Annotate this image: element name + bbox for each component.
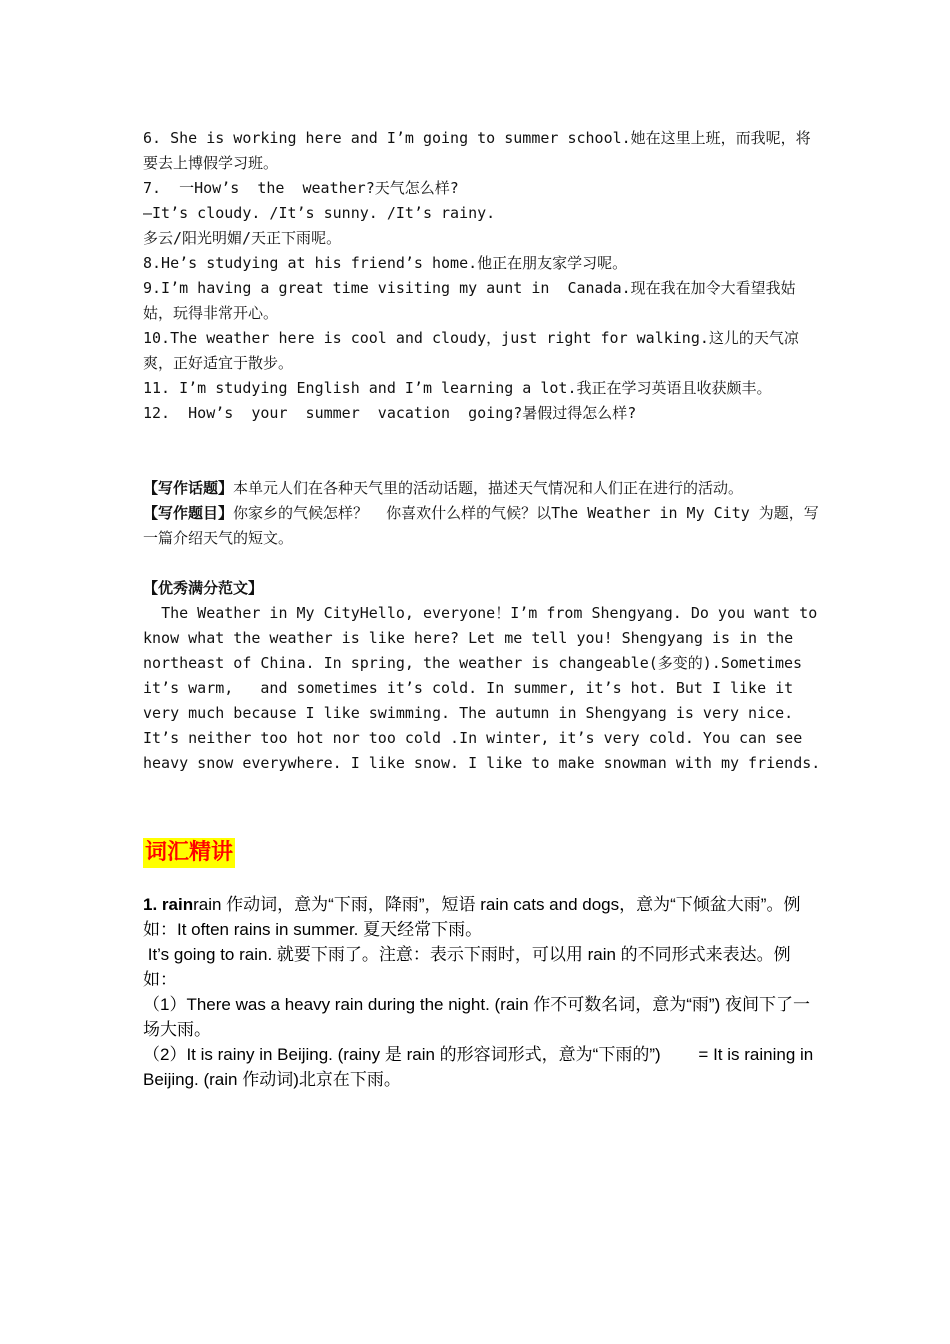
vocab-example-2: （2）It is rainy in Beijing. (rainy 是 rain 的形容词形式，意为“下雨的”) = It is raining in Beijing. (rain 作动词)北京在下雨。 (143, 1045, 818, 1089)
vocab-line-2: It’s going to rain. 就要下雨了。注意：表示下雨时，可以用 rain 的不同形式来表达。例如： (143, 945, 791, 989)
vocab-heading: 词汇精讲 (143, 838, 235, 868)
writing-title-text: 你家乡的气候怎样？ 你喜欢什么样的气候？以The Weather in My City 为题，写一篇介绍天气的短文。 (143, 504, 819, 547)
vocab-section (143, 892, 823, 1092)
writing-section (143, 476, 827, 776)
writing-topic (143, 476, 823, 501)
document-page (143, 126, 827, 1092)
key-sentences (143, 126, 823, 426)
sentence-9: 9.I’m having a great time visiting my aunt in Canada.现在我在加令大看望我姑姑，玩得非常开心。 (143, 279, 796, 322)
vocab-heading-wrap (143, 838, 823, 868)
sample-essay-text: The Weather in My CityHello, everyone！I’m from Shengyang. Do you want to know what the weather is like here? Let me tell you! Shengyang is in the northeast of China. In spring, the weather is changeable(多变的).Sometimes it’s warm, and sometimes it’s cold. In summer, it’s hot. But I like it very much because I like swimming. The autumn in Shengyang is very nice. It’s neither too hot nor too cold .In winter, it’s very cold. You can see heavy snow everywhere. I like snow. I like to make snowman with my friends. (143, 604, 827, 772)
writing-title (143, 501, 823, 551)
sentence-7: 7. 一How’s the weather?天气怎么样? (143, 179, 459, 197)
sentence-6: 6. She is working here and I’m going to summer school.她在这里上班，而我呢，将要去上博假学习班。 (143, 129, 811, 172)
writing-topic-text: 本单元人们在各种天气里的活动话题，描述天气情况和人们正在进行的活动。 (233, 479, 744, 497)
sentence-7-translation: 多云/阳光明媚/天正下雨呢。 (143, 229, 342, 247)
vocab-example-1: （1）There was a heavy rain during the night. (rain 作不可数名词，意为“雨”) 夜间下了一场大雨。 (143, 995, 810, 1039)
writing-title-label: 【写作题目】 (143, 504, 234, 522)
vocab-item-1-number: 1. rain (143, 895, 194, 914)
sentence-12: 12. How’s your summer vacation going?暑假过得怎么样? (143, 404, 637, 422)
sentence-7-answer: —It’s cloudy. /It’s sunny. /It’s rainy. (143, 204, 496, 222)
sample-essay-label: 【优秀满分范文】 (143, 579, 264, 597)
writing-topic-label: 【写作话题】 (143, 479, 234, 497)
sentence-10: 10.The weather here is cool and cloudy，just right for walking.这儿的天气凉爽，正好适宜于散步。 (143, 329, 799, 372)
sentence-8: 8.He’s studying at his friend’s home.他正在朋友家学习呢。 (143, 254, 628, 272)
vocab-item-1 (143, 892, 823, 942)
sentence-11: 11. I’m studying English and I’m learning a lot.我正在学习英语且收获颇丰。 (143, 379, 772, 397)
vocab-item-1-text: rain 作动词，意为“下雨，降雨”，短语 rain cats and dogs，意为“下倾盆大雨”。例如：It often rains in summer. 夏天经常下雨。 (143, 895, 801, 939)
